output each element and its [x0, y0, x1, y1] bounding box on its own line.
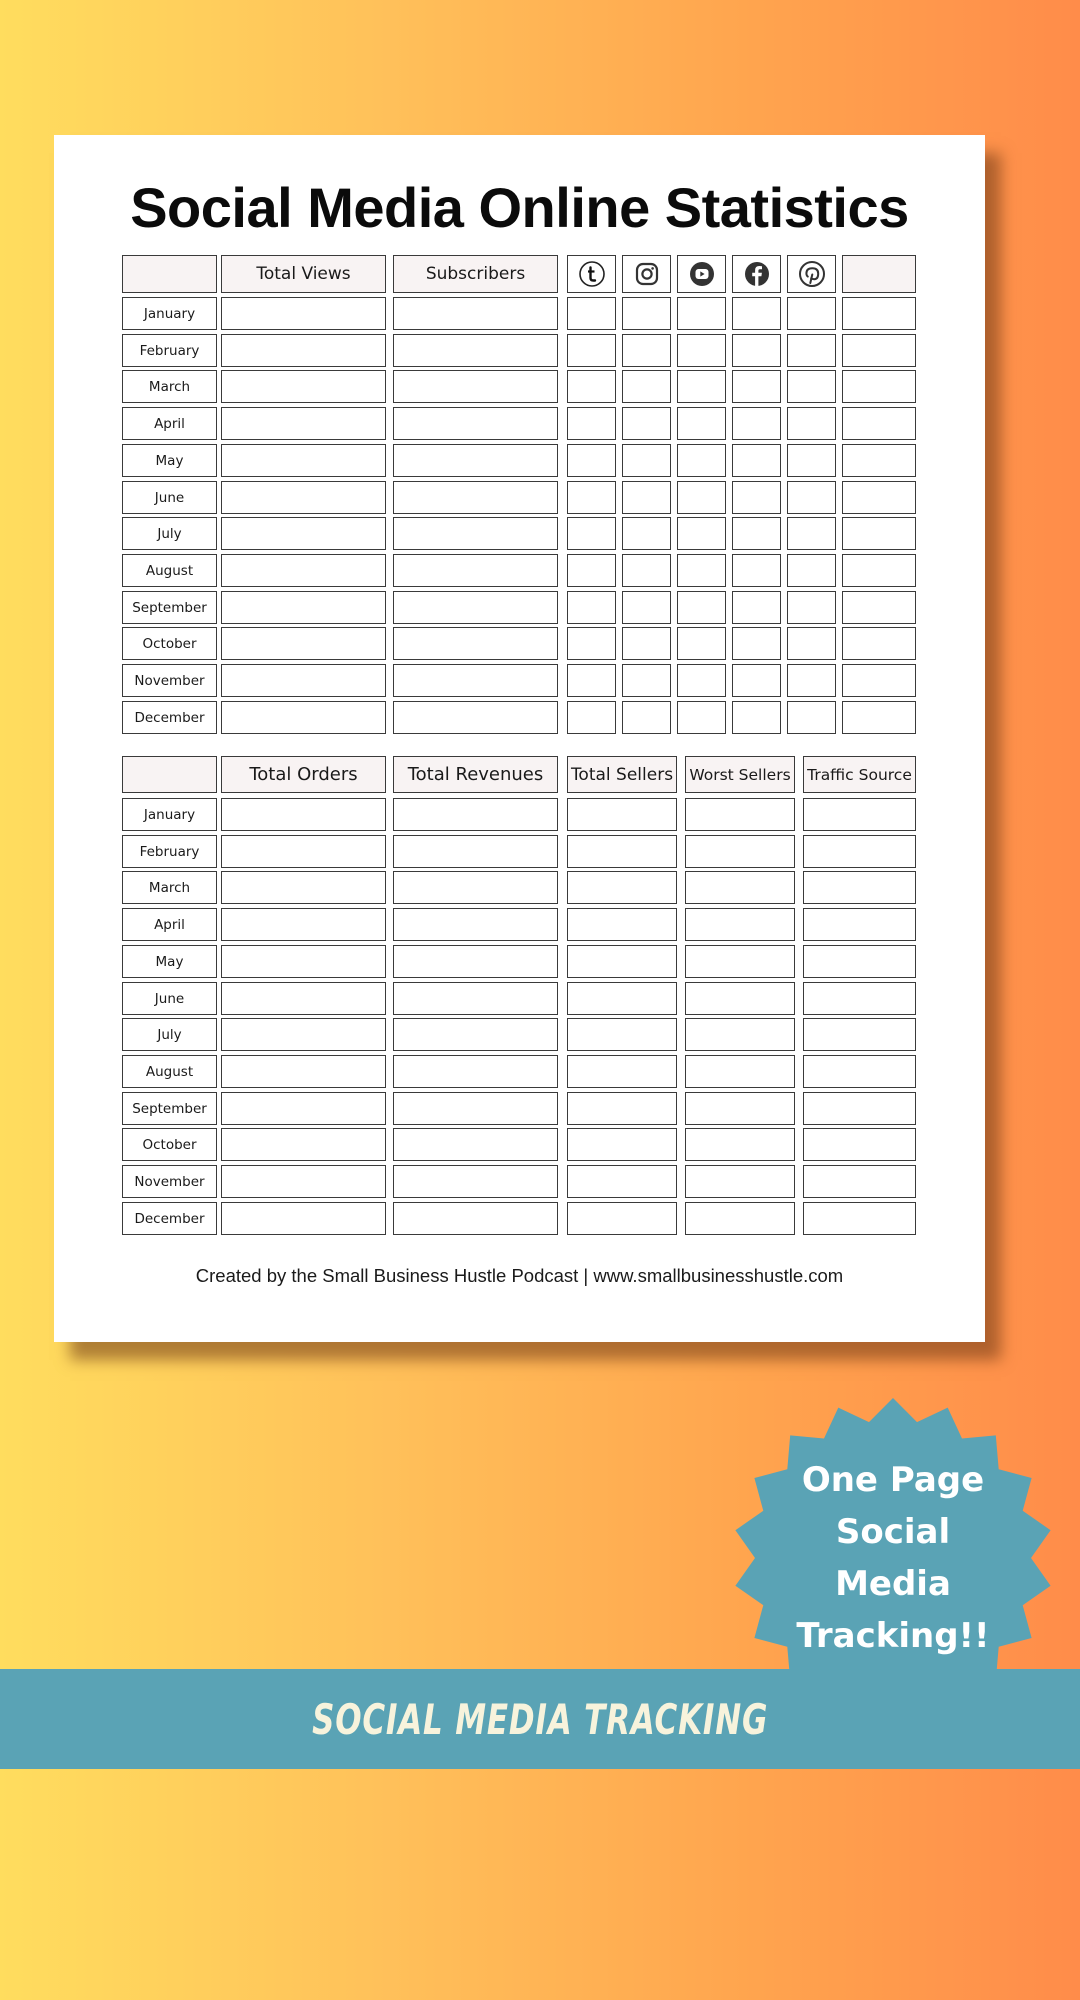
entry-field[interactable]: [221, 1055, 386, 1088]
entry-field[interactable]: [567, 517, 616, 550]
entry-field[interactable]: [685, 945, 795, 978]
banner-title: SOCIAL MEDIA TRACKING: [311, 1694, 769, 1744]
entry-field[interactable]: [393, 627, 558, 660]
entry-field[interactable]: [221, 334, 386, 367]
entry-field[interactable]: [221, 1092, 386, 1125]
entry-field[interactable]: [221, 982, 386, 1015]
month-label: January: [122, 798, 217, 831]
youtube-icon: [688, 260, 716, 288]
entry-field[interactable]: [221, 627, 386, 660]
entry-field[interactable]: [732, 627, 781, 660]
badge-line-3: Media: [835, 1564, 951, 1604]
entry-field[interactable]: [567, 591, 616, 624]
entry-field[interactable]: [842, 517, 916, 550]
month-label: February: [122, 835, 217, 868]
entry-field[interactable]: [567, 1018, 677, 1051]
entry-field[interactable]: [787, 407, 836, 440]
month-label: October: [122, 627, 217, 660]
entry-field[interactable]: [567, 664, 616, 697]
entry-field[interactable]: [567, 945, 677, 978]
month-label: June: [122, 982, 217, 1015]
entry-field[interactable]: [732, 407, 781, 440]
entry-field[interactable]: [567, 444, 616, 477]
entry-field[interactable]: [622, 370, 671, 403]
entry-field[interactable]: [677, 664, 726, 697]
header-cell: [685, 756, 795, 793]
entry-field[interactable]: [685, 982, 795, 1015]
entry-field[interactable]: [803, 871, 916, 904]
entry-field[interactable]: [393, 1165, 558, 1198]
entry-field[interactable]: [732, 664, 781, 697]
entry-field[interactable]: [393, 591, 558, 624]
entry-field[interactable]: [803, 982, 916, 1015]
entry-field[interactable]: [787, 444, 836, 477]
entry-field[interactable]: [685, 835, 795, 868]
month-label: May: [122, 945, 217, 978]
header-cell: [567, 255, 616, 293]
entry-field[interactable]: [677, 334, 726, 367]
month-label: April: [122, 908, 217, 941]
entry-field[interactable]: [787, 334, 836, 367]
entry-field[interactable]: [221, 481, 386, 514]
entry-field[interactable]: [732, 444, 781, 477]
header-cell: [393, 756, 558, 793]
entry-field[interactable]: [803, 1092, 916, 1125]
entry-field[interactable]: [221, 1018, 386, 1051]
instagram-icon: [634, 261, 660, 287]
entry-field[interactable]: [842, 370, 916, 403]
entry-field[interactable]: [677, 701, 726, 734]
column-header: Total Views: [256, 264, 351, 284]
sheet-title: Social Media Online Statistics: [130, 176, 909, 239]
entry-field[interactable]: [221, 444, 386, 477]
month-label: March: [122, 871, 217, 904]
column-header: Traffic Source: [807, 765, 912, 784]
entry-field[interactable]: [677, 554, 726, 587]
entry-field[interactable]: [685, 1128, 795, 1161]
entry-field[interactable]: [685, 798, 795, 831]
entry-field[interactable]: [567, 798, 677, 831]
entry-field[interactable]: [567, 1202, 677, 1235]
tumblr-icon: [578, 260, 606, 288]
entry-field[interactable]: [567, 481, 616, 514]
entry-field[interactable]: [393, 835, 558, 868]
entry-field[interactable]: [393, 1055, 558, 1088]
entry-field[interactable]: [221, 945, 386, 978]
entry-field[interactable]: [221, 407, 386, 440]
entry-field[interactable]: [567, 407, 616, 440]
entry-field[interactable]: [842, 591, 916, 624]
entry-field[interactable]: [221, 517, 386, 550]
column-header: Total Sellers: [570, 764, 674, 785]
blank-header-cell: [842, 255, 916, 293]
entry-field[interactable]: [393, 481, 558, 514]
entry-field[interactable]: [567, 908, 677, 941]
entry-field[interactable]: [393, 664, 558, 697]
month-label: August: [122, 554, 217, 587]
entry-field[interactable]: [787, 627, 836, 660]
month-label: June: [122, 481, 217, 514]
entry-field[interactable]: [842, 664, 916, 697]
footer-credit: Created by the Small Business Hustle Podcast | www.smallbusinesshustle.com: [195, 1265, 844, 1286]
entry-field[interactable]: [685, 1055, 795, 1088]
entry-field[interactable]: [567, 871, 677, 904]
entry-field[interactable]: [393, 517, 558, 550]
entry-field[interactable]: [787, 591, 836, 624]
entry-field[interactable]: [393, 334, 558, 367]
entry-field[interactable]: [393, 908, 558, 941]
entry-field[interactable]: [221, 591, 386, 624]
entry-field[interactable]: [393, 1092, 558, 1125]
month-label: March: [122, 370, 217, 403]
month-label: December: [122, 701, 217, 734]
badge-line-4: Tracking!!: [796, 1616, 990, 1656]
header-cell: [221, 255, 386, 293]
pinterest-icon: [798, 260, 826, 288]
entry-field[interactable]: [677, 407, 726, 440]
entry-field[interactable]: [221, 664, 386, 697]
entry-field[interactable]: [567, 835, 677, 868]
entry-field[interactable]: [787, 664, 836, 697]
month-label: September: [122, 591, 217, 624]
entry-field[interactable]: [685, 1018, 795, 1051]
badge-line-1: One Page: [801, 1460, 985, 1500]
entry-field[interactable]: [732, 334, 781, 367]
entry-field[interactable]: [842, 701, 916, 734]
entry-field[interactable]: [622, 481, 671, 514]
entry-field[interactable]: [732, 554, 781, 587]
entry-field[interactable]: [732, 517, 781, 550]
entry-field[interactable]: [393, 370, 558, 403]
entry-field[interactable]: [221, 297, 386, 330]
entry-field[interactable]: [567, 1165, 677, 1198]
column-header: Total Revenues: [407, 764, 544, 785]
entry-field[interactable]: [393, 1018, 558, 1051]
entry-field[interactable]: [567, 701, 616, 734]
entry-field[interactable]: [787, 481, 836, 514]
entry-field[interactable]: [393, 945, 558, 978]
entry-field[interactable]: [842, 297, 916, 330]
entry-field[interactable]: [221, 370, 386, 403]
entry-field[interactable]: [221, 835, 386, 868]
entry-field[interactable]: [685, 871, 795, 904]
entry-field[interactable]: [842, 334, 916, 367]
entry-field[interactable]: [221, 1128, 386, 1161]
entry-field[interactable]: [567, 982, 677, 1015]
entry-field[interactable]: [567, 627, 616, 660]
entry-field[interactable]: [393, 297, 558, 330]
entry-field[interactable]: [803, 1202, 916, 1235]
month-label: February: [122, 334, 217, 367]
entry-field[interactable]: [732, 297, 781, 330]
entry-field[interactable]: [622, 627, 671, 660]
entry-field[interactable]: [842, 554, 916, 587]
header-cell: [622, 255, 671, 293]
entry-field[interactable]: [622, 407, 671, 440]
header-cell: [677, 255, 726, 293]
header-cell: [221, 756, 386, 793]
entry-field[interactable]: [803, 835, 916, 868]
entry-field[interactable]: [393, 1128, 558, 1161]
entry-field[interactable]: [393, 407, 558, 440]
entry-field[interactable]: [622, 517, 671, 550]
column-header: Worst Sellers: [689, 765, 791, 784]
entry-field[interactable]: [567, 554, 616, 587]
blank-header-cell: [122, 756, 217, 793]
entry-field[interactable]: [842, 444, 916, 477]
entry-field[interactable]: [221, 1165, 386, 1198]
entry-field[interactable]: [393, 798, 558, 831]
entry-field[interactable]: [221, 908, 386, 941]
entry-field[interactable]: [567, 297, 616, 330]
bottom-banner: [0, 1669, 1080, 1769]
entry-field[interactable]: [685, 1202, 795, 1235]
month-label: May: [122, 444, 217, 477]
entry-field[interactable]: [787, 297, 836, 330]
entry-field[interactable]: [803, 798, 916, 831]
entry-field[interactable]: [567, 370, 616, 403]
entry-field[interactable]: [622, 334, 671, 367]
month-label: July: [122, 517, 217, 550]
entry-field[interactable]: [622, 554, 671, 587]
entry-field[interactable]: [842, 407, 916, 440]
entry-field[interactable]: [787, 554, 836, 587]
entry-field[interactable]: [732, 591, 781, 624]
entry-field[interactable]: [393, 1202, 558, 1235]
entry-field[interactable]: [622, 701, 671, 734]
header-cell: [732, 255, 781, 293]
entry-field[interactable]: [567, 1128, 677, 1161]
entry-field[interactable]: [787, 701, 836, 734]
month-label: November: [122, 1165, 217, 1198]
entry-field[interactable]: [393, 444, 558, 477]
entry-field[interactable]: [677, 297, 726, 330]
entry-field[interactable]: [732, 370, 781, 403]
entry-field[interactable]: [393, 701, 558, 734]
entry-field[interactable]: [567, 334, 616, 367]
entry-field[interactable]: [677, 481, 726, 514]
header-cell: [567, 756, 677, 793]
entry-field[interactable]: [221, 701, 386, 734]
header-cell: [787, 255, 836, 293]
entry-field[interactable]: [803, 1165, 916, 1198]
column-header: Total Orders: [249, 764, 358, 785]
month-label: October: [122, 1128, 217, 1161]
entry-field[interactable]: [787, 370, 836, 403]
entry-field[interactable]: [803, 908, 916, 941]
entry-field[interactable]: [842, 481, 916, 514]
entry-field[interactable]: [567, 1092, 677, 1125]
header-cell: [803, 756, 916, 793]
entry-field[interactable]: [803, 1018, 916, 1051]
month-label: July: [122, 1018, 217, 1051]
entry-field[interactable]: [393, 554, 558, 587]
entry-field[interactable]: [677, 517, 726, 550]
month-label: April: [122, 407, 217, 440]
tracker-sheet: [54, 135, 985, 1342]
entry-field[interactable]: [842, 627, 916, 660]
month-label: January: [122, 297, 217, 330]
badge-line-2: Social: [835, 1512, 951, 1552]
entry-field[interactable]: [393, 982, 558, 1015]
entry-field[interactable]: [567, 1055, 677, 1088]
entry-field[interactable]: [221, 554, 386, 587]
entry-field[interactable]: [677, 370, 726, 403]
entry-field[interactable]: [803, 945, 916, 978]
entry-field[interactable]: [677, 444, 726, 477]
entry-field[interactable]: [803, 1055, 916, 1088]
entry-field[interactable]: [393, 871, 558, 904]
blank-header-cell: [122, 255, 217, 293]
entry-field[interactable]: [622, 297, 671, 330]
entry-field[interactable]: [622, 664, 671, 697]
entry-field[interactable]: [221, 871, 386, 904]
entry-field[interactable]: [732, 701, 781, 734]
entry-field[interactable]: [622, 444, 671, 477]
entry-field[interactable]: [732, 481, 781, 514]
entry-field[interactable]: [803, 1128, 916, 1161]
header-cell: [393, 255, 558, 293]
entry-field[interactable]: [685, 1092, 795, 1125]
entry-field[interactable]: [221, 798, 386, 831]
facebook-icon: [743, 260, 771, 288]
entry-field[interactable]: [685, 908, 795, 941]
month-label: December: [122, 1202, 217, 1235]
month-label: November: [122, 664, 217, 697]
month-label: September: [122, 1092, 217, 1125]
entry-field[interactable]: [622, 591, 671, 624]
column-header: Subscribers: [425, 264, 526, 284]
entry-field[interactable]: [221, 1202, 386, 1235]
entry-field[interactable]: [787, 517, 836, 550]
entry-field[interactable]: [677, 627, 726, 660]
entry-field[interactable]: [685, 1165, 795, 1198]
month-label: August: [122, 1055, 217, 1088]
entry-field[interactable]: [677, 591, 726, 624]
